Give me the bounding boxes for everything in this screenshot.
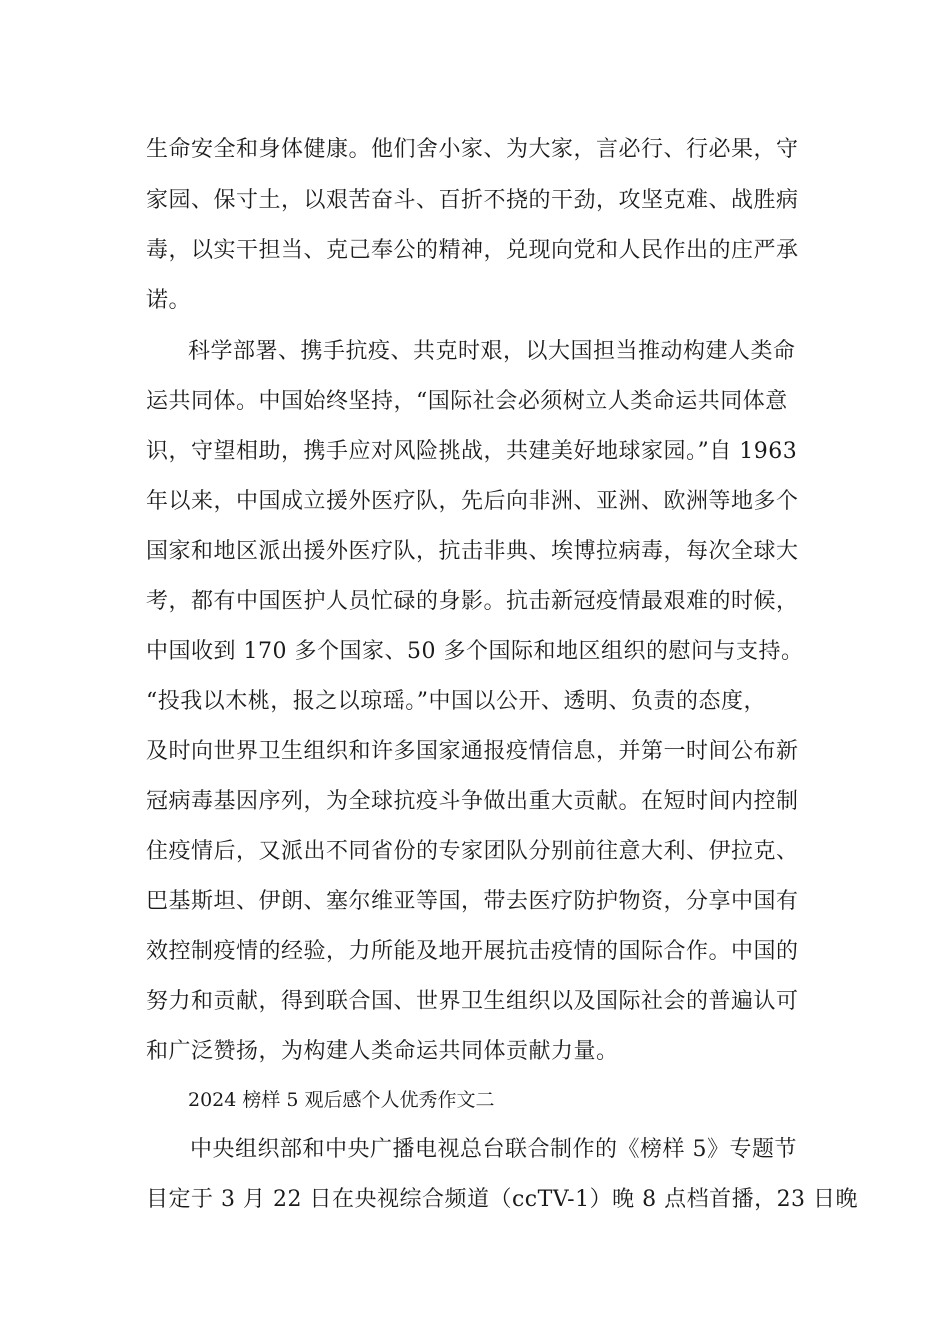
- paragraph-3-line-2: 目定于 3 月 22 日在央视综合频道（ccTV-1）晚 8 点档首播，23 日晚: [146, 1187, 859, 1212]
- paragraph-1-line-3: 毒，以实干担当、克己奉公的精神，兑现向党和人民作出的庄严承: [146, 238, 799, 263]
- paragraph-2-line-1: 科学部署、携手抗疫、共克时艰，以大国担当推动构建人类命: [188, 339, 796, 364]
- paragraph-1-line-4: 诺。: [146, 288, 192, 313]
- paragraph-2-line-8: “投我以木桃，报之以琼瑶。”中国以公开、透明、负责的态度，: [146, 689, 766, 714]
- paragraph-2-line-14: 努力和贡献，得到联合国、世界卫生组织以及国际社会的普遍认可: [146, 989, 799, 1014]
- section-heading: 2024 榜样 5 观后感个人优秀作文二: [188, 1089, 495, 1111]
- paragraph-2-line-9: 及时向世界卫生组织和许多国家通报疫情信息，并第一时间公布新: [146, 739, 799, 764]
- paragraph-3-line-1: 中央组织部和中央广播电视总台联合制作的《榜样 5》专题节: [190, 1137, 797, 1162]
- paragraph-1-line-2: 家园、保寸土，以艰苦奋斗、百折不挠的干劲，攻坚克难、战胜病: [146, 188, 799, 213]
- paragraph-1-line-1: 生命安全和身体健康。他们舍小家、为大家，言必行、行必果，守: [146, 137, 799, 162]
- paragraph-2-line-4: 年以来，中国成立援外医疗队，先后向非洲、亚洲、欧洲等地多个: [146, 489, 799, 514]
- paragraph-2-line-2: 运共同体。中国始终坚持，“国际社会必须树立人类命运共同体意: [146, 389, 788, 414]
- paragraph-2-line-3: 识，守望相助，携手应对风险挑战，共建美好地球家园。”自 1963: [146, 439, 798, 464]
- paragraph-2-line-10: 冠病毒基因序列，为全球抗疫斗争做出重大贡献。在短时间内控制: [146, 789, 799, 814]
- paragraph-2-line-15: 和广泛赞扬，为构建人类命运共同体贡献力量。: [146, 1039, 619, 1064]
- paragraph-2-line-11: 住疫情后，又派出不同省份的专家团队分别前往意大利、伊拉克、: [146, 839, 799, 864]
- paragraph-2-line-7: 中国收到 170 多个国家、50 多个国际和地区组织的慰问与支持。: [146, 639, 804, 664]
- paragraph-2-line-6: 考，都有中国医护人员忙碌的身影。抗击新冠疫情最艰难的时候，: [146, 589, 799, 614]
- paragraph-2-line-12: 巴基斯坦、伊朗、塞尔维亚等国，带去医疗防护物资，分享中国有: [146, 889, 799, 914]
- paragraph-2-line-5: 国家和地区派出援外医疗队，抗击非典、埃博拉病毒，每次全球大: [146, 539, 799, 564]
- paragraph-2-line-13: 效控制疫情的经验，力所能及地开展抗击疫情的国际合作。中国的: [146, 939, 799, 964]
